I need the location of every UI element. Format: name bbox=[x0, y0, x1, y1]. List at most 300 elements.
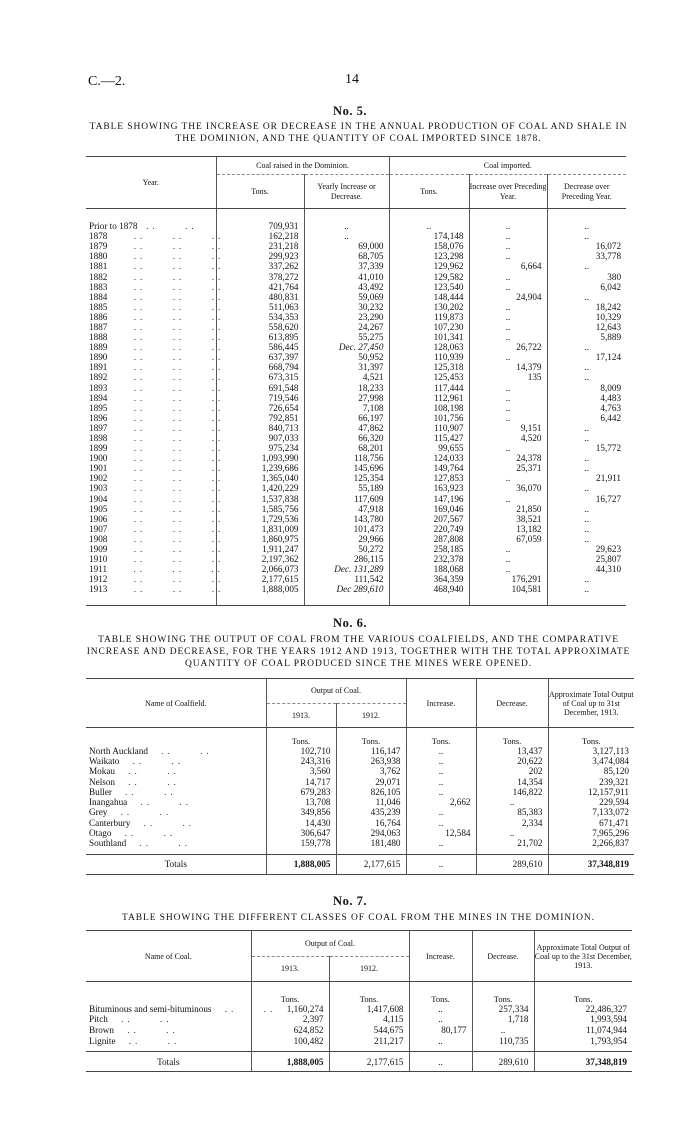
leader-dots: .. .. .. bbox=[107, 402, 225, 413]
imported-tons-cell: 123,540 bbox=[389, 282, 469, 292]
table-row bbox=[86, 413, 626, 423]
output-1912-cell: 263,938 bbox=[336, 756, 406, 766]
table5-imported-tons-header: Tons. bbox=[389, 175, 469, 209]
leader-dots: .. .. bbox=[119, 755, 185, 766]
table-row bbox=[86, 453, 626, 463]
import-increase-cell: .. bbox=[469, 271, 547, 281]
increase-cell: .. bbox=[409, 1004, 472, 1015]
table-row bbox=[86, 514, 626, 524]
total-output-cell: 3,474,084 bbox=[592, 755, 629, 766]
table-row bbox=[86, 433, 626, 443]
totals-value: .. bbox=[409, 1052, 472, 1072]
decrease-cell: 257,334 bbox=[472, 1004, 534, 1015]
import-increase-cell: .. bbox=[469, 383, 547, 393]
coal-name: Inangahua bbox=[89, 797, 128, 808]
year-cell bbox=[86, 271, 225, 282]
yearly-change-cell: .. bbox=[304, 221, 389, 231]
leader-dots: .. .. .. bbox=[107, 443, 225, 454]
total-output-cell: 11,074,944 bbox=[585, 1024, 627, 1035]
import-increase-cell: .. bbox=[469, 241, 547, 251]
tons-cell: 1,729,536 bbox=[216, 514, 304, 524]
import-increase-cell: 176,291 bbox=[469, 574, 547, 584]
yearly-change-cell: 27,998 bbox=[304, 393, 389, 403]
increase-cell: 2,662 bbox=[406, 797, 476, 807]
coal-name-cell bbox=[86, 1003, 277, 1015]
table7-decrease-header: Decrease. bbox=[472, 931, 534, 982]
year-cell bbox=[86, 321, 225, 332]
output-1913-cell: 159,778 bbox=[266, 838, 336, 848]
yearly-change-cell: 117,609 bbox=[304, 494, 389, 504]
output-1912-cell: 435,239 bbox=[336, 807, 406, 817]
tons-cell: 2,066,073 bbox=[216, 564, 304, 574]
imported-tons-cell: 127,853 bbox=[389, 473, 469, 483]
import-increase-cell: .. bbox=[469, 251, 547, 261]
imported-tons-cell: 287,808 bbox=[389, 534, 469, 544]
tons-cell: 719,546 bbox=[216, 393, 304, 403]
output-1913-cell: 679,283 bbox=[266, 787, 336, 797]
imported-tons-cell: 124,033 bbox=[389, 453, 469, 463]
import-decrease-cell: 25,807 bbox=[595, 554, 622, 565]
table-row bbox=[86, 534, 626, 544]
table-row bbox=[86, 423, 626, 433]
import-decrease-cell: .. bbox=[584, 523, 590, 534]
table-row bbox=[86, 352, 626, 362]
totals-value: 289,610 bbox=[476, 854, 548, 874]
output-1913-cell: 624,852 bbox=[251, 1025, 329, 1036]
output-1912-cell: 181,480 bbox=[336, 838, 406, 848]
tons-cell: 1,860,975 bbox=[216, 534, 304, 544]
tons-cell: 1,831,009 bbox=[216, 524, 304, 534]
imported-tons-cell: 232,378 bbox=[389, 554, 469, 564]
table-row bbox=[86, 312, 626, 322]
tons-cell: 840,713 bbox=[216, 423, 304, 433]
year-cell bbox=[86, 433, 225, 444]
leader-dots: .. .. bbox=[107, 1014, 173, 1025]
imported-tons-cell: 163,923 bbox=[389, 483, 469, 493]
imported-tons-cell: 188,068 bbox=[389, 564, 469, 574]
import-increase-cell: 24,904 bbox=[469, 292, 547, 302]
year-label: 1894 bbox=[89, 392, 108, 403]
decrease-cell: 1,718 bbox=[472, 1014, 534, 1025]
year-cell bbox=[86, 513, 225, 524]
output-1913-cell: 349,856 bbox=[266, 807, 336, 817]
imported-tons-cell: 147,196 bbox=[389, 494, 469, 504]
output-1912-cell: 16,764 bbox=[336, 818, 406, 828]
table-row bbox=[86, 756, 634, 766]
yearly-change-cell: 66,197 bbox=[304, 413, 389, 423]
tons-cell: 637,397 bbox=[216, 352, 304, 362]
total-output-cell: 22,486,327 bbox=[585, 1003, 627, 1014]
import-increase-cell: .. bbox=[469, 413, 547, 423]
year-label: 1892 bbox=[89, 372, 108, 383]
yearly-change-cell: 37,339 bbox=[304, 261, 389, 271]
table5-tons-header: Tons. bbox=[216, 175, 304, 209]
import-increase-cell: .. bbox=[469, 443, 547, 453]
import-decrease-cell: 33,778 bbox=[595, 251, 622, 262]
tons-cell: 586,445 bbox=[216, 342, 304, 352]
table-row bbox=[86, 524, 626, 534]
import-increase-cell: .. bbox=[469, 312, 547, 322]
year-label: 1911 bbox=[89, 564, 108, 575]
tons-cell: 162,218 bbox=[216, 231, 304, 241]
decrease-cell: 85,383 bbox=[476, 807, 548, 817]
year-cell bbox=[86, 261, 225, 272]
table7 bbox=[86, 930, 632, 1072]
table-row bbox=[86, 463, 626, 473]
table-row bbox=[86, 251, 626, 261]
table-row bbox=[86, 231, 626, 241]
year-label: 1896 bbox=[89, 412, 108, 423]
import-decrease-cell: 6,442 bbox=[600, 412, 622, 423]
tons-cell: 511,063 bbox=[216, 302, 304, 312]
table7-number: No. 7. bbox=[333, 894, 367, 908]
table6-total-header: Approximate Total Output of Coal up to 31st December, 1913. bbox=[548, 679, 634, 728]
import-increase-cell: .. bbox=[469, 403, 547, 413]
leader-dots: .. .. .. bbox=[107, 352, 225, 363]
year-cell bbox=[86, 473, 225, 484]
leader-dots: .. .. bbox=[115, 766, 180, 777]
output-1913-cell: 2,397 bbox=[251, 1014, 329, 1025]
decrease-cell: 21,702 bbox=[476, 838, 548, 848]
year-label: 1900 bbox=[89, 453, 108, 464]
import-decrease-cell: 21,911 bbox=[596, 473, 622, 484]
imported-tons-cell: 123,298 bbox=[389, 251, 469, 261]
increase-cell: .. bbox=[406, 766, 476, 776]
output-1913-cell: 1,160,274 bbox=[251, 1004, 329, 1015]
table-row bbox=[86, 322, 626, 332]
leader-dots: .. .. .. bbox=[107, 321, 225, 332]
table-row bbox=[86, 443, 626, 453]
output-1912-cell: 4,115 bbox=[329, 1014, 409, 1025]
coal-name: Brown bbox=[89, 1024, 115, 1035]
units-label: Tons. bbox=[406, 728, 476, 746]
year-cell bbox=[86, 382, 225, 393]
output-1913-cell: 3,560 bbox=[266, 766, 336, 776]
output-1913-cell: 306,647 bbox=[266, 828, 336, 838]
year-cell bbox=[86, 392, 225, 403]
table-row bbox=[86, 241, 626, 251]
table5-raised-header: Coal raised in the Dominion. bbox=[216, 157, 389, 175]
table-row bbox=[86, 342, 626, 352]
import-decrease-cell: .. bbox=[584, 513, 590, 524]
leader-dots: .. .. .. bbox=[107, 291, 225, 302]
import-decrease-cell: .. bbox=[584, 231, 590, 242]
table6-name-header: Name of Coalfield. bbox=[86, 679, 266, 728]
year-cell bbox=[86, 584, 225, 595]
leader-dots: .. .. .. bbox=[107, 523, 225, 534]
yearly-change-cell: 41,010 bbox=[304, 271, 389, 281]
leader-dots: .. .. .. bbox=[107, 372, 225, 383]
import-increase-cell: .. bbox=[469, 393, 547, 403]
coal-name: Lignite bbox=[89, 1035, 116, 1046]
leader-dots: .. .. bbox=[111, 786, 177, 797]
table7-caption: TABLE SHOWING THE DIFFERENT CLASSES OF COAL FROM THE MINES IN THE DOMINION. bbox=[122, 913, 595, 923]
imported-tons-cell: 130,202 bbox=[389, 302, 469, 312]
year-cell bbox=[86, 281, 225, 292]
leader-dots: .. .. .. bbox=[107, 493, 225, 504]
tons-cell: 337,262 bbox=[216, 261, 304, 271]
leader-dots: .. .. .. bbox=[107, 412, 225, 423]
table7-name-header: Name of Coal. bbox=[86, 931, 251, 982]
year-cell bbox=[86, 291, 225, 302]
coal-name-cell bbox=[86, 838, 266, 848]
imported-tons-cell: 148,444 bbox=[389, 292, 469, 302]
yearly-change-cell: 55,275 bbox=[304, 332, 389, 342]
units-label: Tons. bbox=[266, 728, 336, 746]
table-row bbox=[86, 221, 626, 231]
coal-name: Mokau bbox=[89, 766, 116, 777]
imported-tons-cell: 207,567 bbox=[389, 514, 469, 524]
total-output-cell: 12,157,911 bbox=[587, 786, 629, 797]
table-row bbox=[86, 574, 626, 584]
coal-name: Pitch bbox=[89, 1014, 108, 1025]
tons-cell: 378,272 bbox=[216, 271, 304, 281]
tons-cell: 231,218 bbox=[216, 241, 304, 251]
tons-cell: 299,923 bbox=[216, 251, 304, 261]
table-row bbox=[86, 1025, 632, 1036]
import-decrease-cell: .. bbox=[584, 291, 590, 302]
import-increase-cell: 36,070 bbox=[469, 483, 547, 493]
import-decrease-cell: .. bbox=[584, 503, 590, 514]
table7-total-header: Approximate Total Output of Coal up to the 31st December, 1913. bbox=[534, 931, 632, 982]
import-decrease-cell: 8,009 bbox=[600, 382, 622, 393]
yearly-change-cell: 24,267 bbox=[304, 322, 389, 332]
year-cell bbox=[86, 311, 225, 322]
leader-dots: .. .. .. bbox=[107, 311, 225, 322]
import-increase-cell: .. bbox=[469, 352, 547, 362]
coal-name-cell bbox=[86, 797, 266, 807]
imported-tons-cell: 107,230 bbox=[389, 322, 469, 332]
tons-cell: 673,315 bbox=[216, 372, 304, 382]
year-label: 1908 bbox=[89, 533, 108, 544]
year-cell bbox=[86, 483, 225, 494]
table7-output-header: Output of Coal. bbox=[251, 931, 409, 957]
leader-dots: .. .. bbox=[147, 745, 213, 756]
increase-cell: .. bbox=[409, 1014, 472, 1025]
yearly-change-cell: 59,069 bbox=[304, 292, 389, 302]
leader-dots: .. .. .. bbox=[107, 453, 225, 464]
imported-tons-cell: 108,198 bbox=[389, 403, 469, 413]
table-row bbox=[86, 1014, 632, 1025]
leader-dots: .. .. .. bbox=[107, 584, 225, 595]
units-label: Tons. bbox=[336, 728, 406, 746]
tons-cell: 2,177,615 bbox=[216, 574, 304, 584]
table-row bbox=[86, 483, 626, 493]
import-increase-cell: .. bbox=[469, 554, 547, 564]
import-decrease-cell: .. bbox=[584, 221, 590, 232]
leader-dots: .. .. .. bbox=[107, 433, 225, 444]
leader-dots: .. .. .. bbox=[107, 554, 225, 565]
decrease-cell: .. bbox=[472, 1025, 534, 1036]
import-increase-cell: 24,378 bbox=[469, 453, 547, 463]
imported-tons-cell: 119,873 bbox=[389, 312, 469, 322]
year-cell bbox=[86, 463, 225, 474]
imported-tons-cell: 99,655 bbox=[389, 443, 469, 453]
year-cell bbox=[86, 221, 216, 231]
table-row bbox=[86, 544, 626, 554]
units-label: Tons. bbox=[573, 993, 593, 1004]
leader-dots: .. .. .. bbox=[107, 261, 225, 272]
yearly-change-cell: Dec 289,610 bbox=[304, 584, 389, 594]
yearly-change-cell: 69,000 bbox=[304, 241, 389, 251]
tons-cell: 1,537,838 bbox=[216, 494, 304, 504]
output-1913-cell: 14,430 bbox=[266, 818, 336, 828]
import-decrease-cell: .. bbox=[584, 574, 590, 585]
imported-tons-cell: 158,076 bbox=[389, 241, 469, 251]
coal-name: Canterbury bbox=[89, 817, 131, 828]
imported-tons-cell: 101,341 bbox=[389, 332, 469, 342]
tons-cell: 1,888,005 bbox=[216, 584, 304, 594]
decrease-cell: 2,334 bbox=[476, 818, 548, 828]
units-label: Tons. bbox=[472, 982, 534, 1004]
import-decrease-cell: 4,483 bbox=[600, 392, 622, 403]
year-label: 1903 bbox=[89, 483, 108, 494]
totals-value: 37,348,819 bbox=[548, 854, 634, 874]
total-output-cell: 85,120 bbox=[603, 766, 629, 777]
output-1912-cell: 294,063 bbox=[336, 828, 406, 838]
year-label: 1881 bbox=[89, 261, 108, 272]
imported-tons-cell: 112,961 bbox=[389, 393, 469, 403]
year-cell bbox=[86, 523, 225, 534]
table-row bbox=[86, 797, 634, 807]
table-row bbox=[86, 818, 634, 828]
year-cell bbox=[86, 412, 225, 423]
year-label: 1899 bbox=[89, 443, 108, 454]
leader-dots: .. .. .. bbox=[107, 231, 225, 242]
coal-name-cell bbox=[86, 776, 266, 786]
coal-name-cell bbox=[86, 828, 266, 838]
imported-tons-cell: 220,749 bbox=[389, 524, 469, 534]
leader-dots: .. .. .. bbox=[107, 342, 225, 353]
coal-name-cell bbox=[86, 756, 266, 766]
yearly-change-cell: 50,272 bbox=[304, 544, 389, 554]
tons-cell: 613,895 bbox=[216, 332, 304, 342]
imported-tons-cell: 110,907 bbox=[389, 423, 469, 433]
yearly-change-cell: 23,290 bbox=[304, 312, 389, 322]
table-row bbox=[86, 473, 626, 483]
table-row bbox=[86, 494, 626, 504]
totals-row bbox=[86, 1052, 632, 1072]
table5-caption: TABLE SHOWING THE INCREASE OR DECREASE IN THE ANNUAL PRODUCTION OF COAL AND SHALE IN THE DOMINION, AND THE QUANTITY OF COAL IMPORTED SINCE 1878. bbox=[89, 122, 628, 144]
leader-dots: .. .. .. bbox=[107, 271, 225, 282]
year-label: 1905 bbox=[89, 503, 108, 514]
yearly-change-cell: 7,108 bbox=[304, 403, 389, 413]
import-increase-cell: .. bbox=[469, 473, 547, 483]
yearly-change-cell: 68,201 bbox=[304, 443, 389, 453]
tons-cell: 421,764 bbox=[216, 282, 304, 292]
output-1913-cell: 102,710 bbox=[266, 746, 336, 756]
increase-cell: .. bbox=[406, 776, 476, 786]
leader-dots: .. .. .. bbox=[107, 463, 225, 474]
table7-1912-header: 1912. bbox=[329, 956, 409, 982]
imported-tons-cell: 125,453 bbox=[389, 372, 469, 382]
import-increase-cell: 21,850 bbox=[469, 504, 547, 514]
table-row bbox=[86, 746, 634, 756]
table-row bbox=[86, 787, 634, 797]
year-cell bbox=[86, 503, 225, 514]
totals-value: 2,177,615 bbox=[336, 854, 406, 874]
totals-row bbox=[86, 854, 634, 874]
table-row bbox=[86, 838, 634, 848]
imported-tons-cell: 129,962 bbox=[389, 261, 469, 271]
leader-dots: .. .. .. bbox=[107, 574, 225, 585]
yearly-change-cell: 30,232 bbox=[304, 302, 389, 312]
year-label: 1910 bbox=[89, 554, 108, 565]
coal-name-cell bbox=[86, 818, 266, 828]
table-row bbox=[86, 564, 626, 574]
coal-name-cell bbox=[86, 1014, 251, 1025]
imported-tons-cell: 117,444 bbox=[389, 383, 469, 393]
leader-dots: .. .. .. bbox=[107, 281, 225, 292]
leader-dots: .. .. bbox=[111, 828, 177, 839]
table-row bbox=[86, 261, 626, 271]
yearly-change-cell: 47,862 bbox=[304, 423, 389, 433]
total-output-cell: 7,133,072 bbox=[592, 807, 629, 818]
page-number: 14 bbox=[345, 72, 359, 87]
import-decrease-cell: 29,623 bbox=[595, 544, 622, 555]
import-increase-cell: 4,520 bbox=[469, 433, 547, 443]
year-cell bbox=[86, 544, 225, 555]
yearly-change-cell: 29,966 bbox=[304, 534, 389, 544]
units-label: Tons. bbox=[409, 982, 472, 1004]
table5-decrease-header: Decrease over Preceding Year. bbox=[547, 175, 626, 209]
leader-dots: .. .. .. bbox=[107, 503, 225, 514]
year-cell bbox=[86, 453, 225, 464]
year-label: 1885 bbox=[89, 301, 108, 312]
import-decrease-cell: .. bbox=[584, 342, 590, 353]
output-1913-cell: 13,708 bbox=[266, 797, 336, 807]
leader-dots: .. .. bbox=[211, 1003, 277, 1014]
leader-dots: .. .. .. bbox=[107, 544, 225, 555]
year-cell bbox=[86, 332, 225, 343]
leader-dots: .. .. bbox=[115, 776, 180, 787]
yearly-change-cell: .. bbox=[304, 231, 389, 241]
leader-dots: .. .. .. bbox=[107, 533, 225, 544]
import-increase-cell: 38,521 bbox=[469, 514, 547, 524]
year-label: 1906 bbox=[89, 513, 108, 524]
coal-name: North Auckland bbox=[89, 745, 148, 756]
total-output-cell: 239,321 bbox=[599, 776, 629, 787]
year-cell bbox=[86, 422, 225, 433]
import-increase-cell: 6,664 bbox=[469, 261, 547, 271]
import-increase-cell: .. bbox=[469, 231, 547, 241]
totals-value: 289,610 bbox=[472, 1052, 534, 1072]
import-increase-cell: .. bbox=[469, 302, 547, 312]
increase-cell: 12,584 bbox=[406, 828, 476, 838]
tons-cell: 1,365,040 bbox=[216, 473, 304, 483]
year-label: 1879 bbox=[89, 241, 108, 252]
table-row bbox=[86, 776, 634, 786]
table6-number: No. 6. bbox=[333, 616, 367, 630]
leader-dots: .. .. bbox=[137, 221, 198, 232]
year-label: 1888 bbox=[89, 332, 108, 343]
leader-dots: .. .. .. bbox=[107, 473, 225, 484]
increase-cell: .. bbox=[406, 807, 476, 817]
increase-cell: .. bbox=[406, 756, 476, 766]
tons-cell: 1,585,756 bbox=[216, 504, 304, 514]
import-increase-cell: .. bbox=[469, 544, 547, 554]
imported-tons-cell: 149,764 bbox=[389, 463, 469, 473]
units-label: Tons. bbox=[476, 728, 548, 746]
table6-1912-header: 1912. bbox=[336, 703, 406, 728]
table5-imported-header: Coal imported. bbox=[389, 157, 626, 175]
decrease-cell: 146,822 bbox=[476, 787, 548, 797]
totals-value: .. bbox=[406, 854, 476, 874]
leader-dots: .. .. bbox=[115, 1035, 181, 1046]
import-increase-cell: 104,581 bbox=[469, 584, 547, 594]
import-decrease-cell: 16,072 bbox=[595, 241, 622, 252]
coal-name: Southland bbox=[89, 838, 127, 849]
